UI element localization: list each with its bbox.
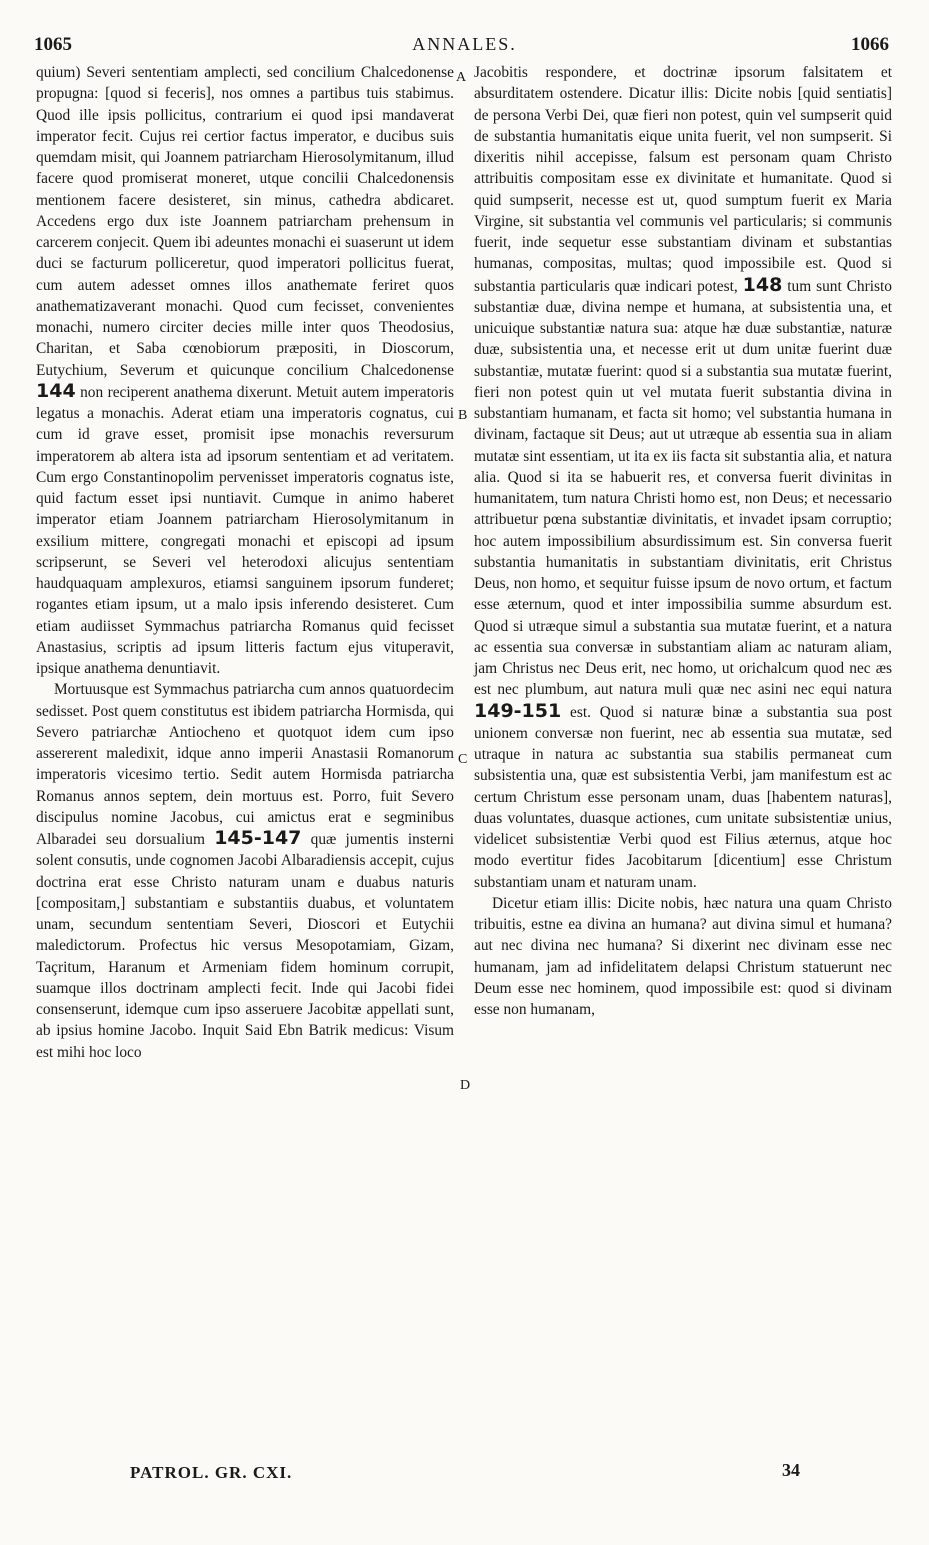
section-ref: 145-147	[214, 827, 302, 849]
margin-marker-a: A	[456, 70, 467, 85]
page-number-left: 1065	[34, 34, 72, 55]
right-paragraph-1: Jacobitis respondere, et doctrinæ ipsorum falsitatem et absurditatem ostendere. Dicatur illis: Dicite nobis [quid sentiatis] de persona Verbi Dei, quæ fieri non potest, quin vel sumpserit quid de substantia humanitatis eique unita fuerit, vel non sumpserit. Si dixeritis nihil accepisse, falsum est personam quam Christo attribuitis compositam esse ex divinitate et humanitate. Quod si quid sumpserit, necesse est ut, quod sumptum fuerit ex Maria Virgine, sit substantia vel communis vel particularis; si communis fuerit, inde sequetur esse substantiam divinam et substantias humanas, compositas, multas; quod impossibile est. Quod si substantia particularis quæ indicari potest, 148 tum sunt Christo substantiæ duæ, divina nempe et humana, at subsistentia una, et unicuique substantiæ natura sua: atque hæ duæ substantiæ, naturæ duæ, subsistentia una, et necesse erit ut dum unitæ fuerint duæ substantiæ, mutatæ fuerint: quod si a substantia sua mutatæ fuerint, fieri non potest quin ut vel mutata fuerit substantia divina in substantiam humanam, et facta sit homo; vel substantia humana in divinam, factaque sit Deus; aut ut utræque ab essentia sua in aliam mutatæ sint essentiam, ut ita ex iis facta sit substantia alia, et natura alia. Quod si ita se habuerit res, et conversa fuerit divinitas in humanitatem, tum natura Christi homo est, non Deus; et necessario attribuetur pœna substantiæ divinitatis, et invadet ipsam corruptio; hoc autem impossibilium absurdissimum est. Sin conversa fuerit substantia humanitatis in substantiam divinitatis, erit Christus Deus, non homo, et sequitur fuisse ipsum de novo ortum, et factum esse æternum, quod et inter impossibilia summe absurdum est. Quod si utræque simul a substantia sua mutatæ fuerint, et a natura ac essentia sua conversæ in substantiam aliam ac naturam aliam, jam Christus nec Deus erit, nec homo, ut orichalcum quod nec æs est nec plumbum, aut natura muli quæ nec asini nec equi natura 149-151 est. Quod si naturæ binæ a substantia sua post unionem conversæ non fuerint, nec ab essentia sua mutatæ, sed utraque in natura ac substantia sua stabilis permaneat cum subsistentia una, quæ est subsistentia Verbi, jam manifestum est ac certum Christum esse personam unam, duas [habentem naturas], duas voluntates, duasque actiones, cum unitate subsistentiæ unius, videlicet subsistentiæ Verbi quod est Filius æternus, atque hoc modo evertitur fides Jacobitarum [dicentium] esse Christum substantiam unam et naturam unam.	[474, 64, 892, 891]
footer-signature: PATROL. GR. CXI.	[130, 1463, 293, 1482]
margin-marker-d: D	[460, 1078, 471, 1093]
margin-marker-b: B	[458, 408, 468, 423]
section-ref: 148	[742, 273, 783, 296]
right-paragraph-2: Dicetur etiam illis: Dicite nobis, hæc natura una quam Christo tribuitis, estne ea divina an humana? aut divina simul et humana? aut nec divina nec humana? Si dixerint nec divinam esse nec humanam, jam ad infidelitatem delapsi Christum statuerunt nec Deum esse nec hominem, quod impossibile est: quod si divinam esse non humanam,	[474, 894, 892, 1018]
right-column	[474, 62, 892, 1020]
left-paragraph-2: Mortuusque est Symmachus patriarcha cum annos quatuordecim sedisset. Post quem constitutus est ibidem patriarcha Hormisda, qui Severo patriarchæ Antiocheno et quotquot idem cum ipso assererent maledixit, idque anno imperii Anastasii Romanorum imperatoris vicesimo tertio. Sedit autem Hormisda patriarcha Romanus annos septem, dein mortuus est. Porro, fuit Severo discipulus nomine Jacobus, cui amictus erat e segminibus Albaradei seu dorsualium 145-147 quæ jumentis insterni solent consutis, unde cognomen Jacobi Albaradiensis accepit, cujus doctrina erat esse Christo naturam unam e duabus naturis [compositam,] substantiam e substantiis duabus, et voluntatem unam, secundum sententiam Severi, Dioscori et Eutychii maledictorum. Profectus hic versus Mesopotamiam, Gizam, Taçritum, Haranum et Armeniam fidem hominum corrupit, suamque illos doctrinam amplecti fecit. Inde qui Jacobi fidei consenserunt, idemque cum ipso asseruere Jacobitæ appellati sunt, ab ipsius homine Jacobo. Inquit Said Ebn Batrik medicus: Visum est mihi hoc loco	[36, 681, 454, 1061]
left-column	[36, 62, 454, 1063]
page-number-right: 1066	[851, 34, 889, 55]
running-head: ANNALES.	[412, 34, 517, 54]
margin-marker-c: C	[458, 752, 468, 767]
footer-sheet-number: 34	[782, 1460, 800, 1480]
section-ref: 149-151	[474, 699, 562, 722]
page-header	[0, 0, 929, 58]
left-paragraph-1: quium) Severi sententiam amplecti, sed concilium Chalcedonense propugna: [quod si feceris], nos omnes a partibus tuis stabimus. Quod ille ipsis pollicitus, contrarium ei quod ipsi mandaverat imperator fecit. Cujus rei certior factus imperator, e ducibus suis quemdam misit, qui Joannem patriarcham Hierosolymitanum, illud facere quod promiserat moneret, utque concilii Chalcedonensis mentionem facere desisteret, sin minus, cathedra abdicaret. Accedens ergo dux iste Joannem patriarcham prehensum in carcerem conjecit. Quem ibi adeuntes monachi ei suaserunt ut idem duci se facturum polliceretur, quod imperatori pollicitus fuerat, cum autem adesset omnes illos anathemate feriret quos anathematizaverant monachi. Quod cum fecisset, convenientes monachi, numero circiter decies mille inter quos Theodosius, Charitan, et Saba cœnobiorum præpositi, in Dioscorum, Eutychium, Severum et quicunque concilium Chalcedonense 144 non reciperent anathema dixerunt. Metuit autem imperatoris legatus a monachis. Aderat etiam una imperatoris cognatus, cui cum id grave esset, promisit ipse monachis reversurum imperatorem ab altera ista ad ipsorum sententiam et ad veritatem. Cum ergo Constantinopolim pervenisset imperatoris cognatus iste, quid factum esset ipsi nuntiavit. Cumque in animo haberet imperator etiam Joannem patriarcham Hierosolymitanum in exsilium mittere, congregati monachi et episcopi ad ipsum scripserunt, se Severi vel heterodoxi alicujus sententiam haudquaquam amplexuros, etiamsi sanguinem ipsorum funderet; rogantes etiam ipsum, ut a malo ipsis inferendo desisteret. Cum etiam audiisset Symmachus patriarcha Romanus quid fecisset Anastasius, scriptis ad ipsum litteris factum ejus vituperavit, ipsique anathema denuntiavit.	[36, 64, 454, 677]
section-ref: 144	[36, 379, 76, 402]
